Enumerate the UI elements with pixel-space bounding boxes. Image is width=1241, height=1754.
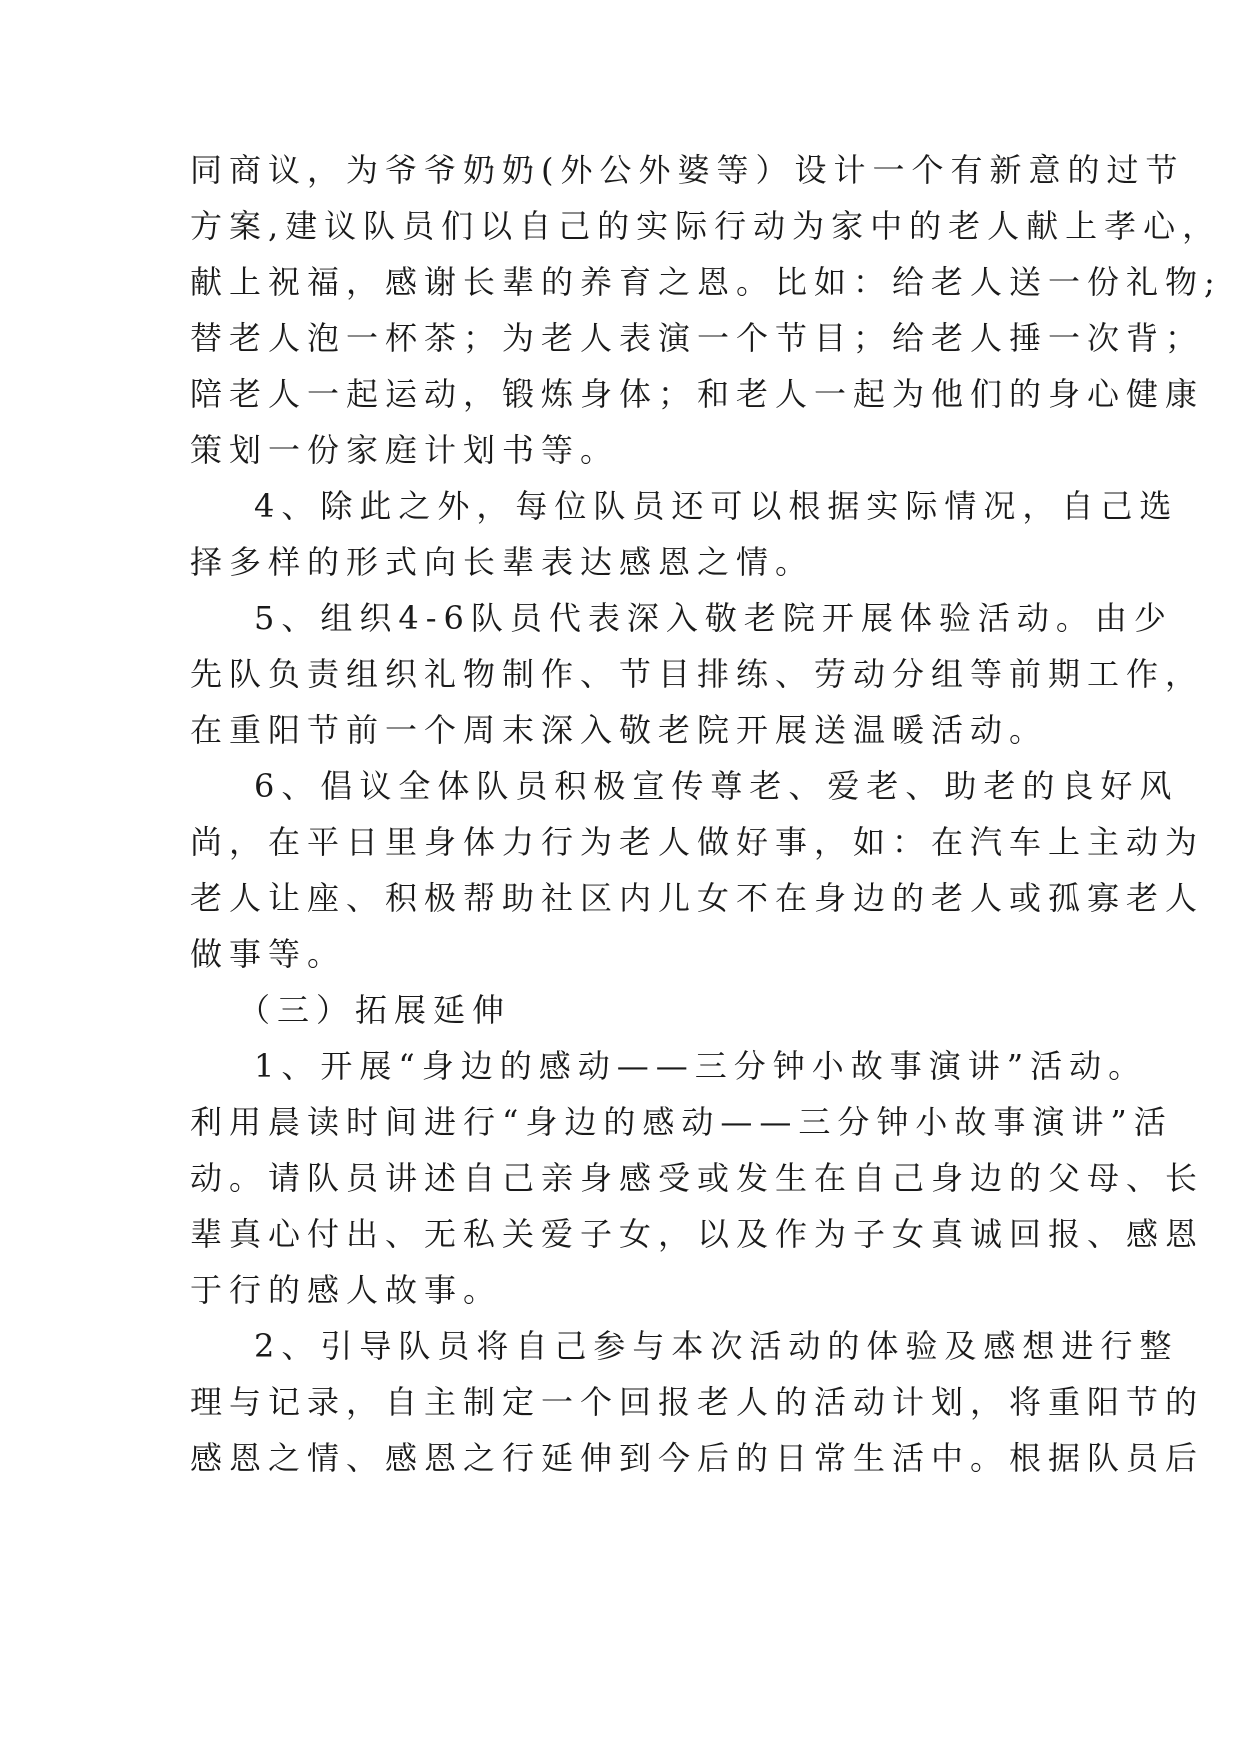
paragraph-first-line: 6、倡议全体队员积极宣传尊老、爱老、助老的良好风 xyxy=(254,767,1179,805)
text-line: 辈真心付出、无私关爱子女，以及作为子女真诚回报、感恩 xyxy=(190,1215,1205,1253)
text-line: 老人让座、积极帮助社区内儿女不在身边的老人或孤寡老人 xyxy=(190,879,1205,917)
text-line: 做事等。 xyxy=(190,935,347,973)
text-line: 同商议，为爷爷奶奶(外公外婆等）设计一个有新意的过节 xyxy=(190,151,1185,189)
text-line: 献上祝福，感谢长辈的养育之恩。比如：给老人送一份礼物; xyxy=(190,263,1222,301)
text-line: 择多样的形式向长辈表达感恩之情。 xyxy=(190,543,815,581)
text-line: 理与记录，自主制定一个回报老人的活动计划，将重阳节的 xyxy=(190,1383,1205,1421)
paragraph-first-line: 1、开展“身边的感动——三分钟小故事演讲”活动。 xyxy=(254,1047,1148,1085)
text-line: 方案,建议队员们以自己的实际行动为家中的老人献上孝心， xyxy=(190,207,1222,245)
text-line: 尚，在平日里身体力行为老人做好事，如：在汽车上主动为 xyxy=(190,823,1205,861)
text-line: 先队负责组织礼物制作、节目排练、劳动分组等前期工作， xyxy=(190,655,1205,693)
paragraph-first-line: 5、组织4-6队员代表深入敬老院开展体验活动。由少 xyxy=(254,599,1173,637)
text-line: 策划一份家庭计划书等。 xyxy=(190,431,620,469)
paragraph-first-line: 2、引导队员将自己参与本次活动的体验及感想进行整 xyxy=(254,1327,1179,1365)
text-line: 利用晨读时间进行“身边的感动——三分钟小故事演讲”活 xyxy=(190,1103,1173,1141)
text-line: 陪老人一起运动，锻炼身体；和老人一起为他们的身心健康 xyxy=(190,375,1205,413)
paragraph-first-line: 4、除此之外，每位队员还可以根据实际情况，自己选 xyxy=(254,487,1179,525)
text-line: 动。请队员讲述自己亲身感受或发生在自己身边的父母、长 xyxy=(190,1159,1205,1197)
text-line: 在重阳节前一个周末深入敬老院开展送温暖活动。 xyxy=(190,711,1049,749)
text-line: 替老人泡一杯茶；为老人表演一个节目；给老人捶一次背； xyxy=(190,319,1205,357)
section-heading: （三）拓展延伸 xyxy=(238,991,512,1029)
text-line: 感恩之情、感恩之行延伸到今后的日常生活中。根据队员后 xyxy=(190,1439,1205,1477)
text-line: 于行的感人故事。 xyxy=(190,1271,503,1309)
